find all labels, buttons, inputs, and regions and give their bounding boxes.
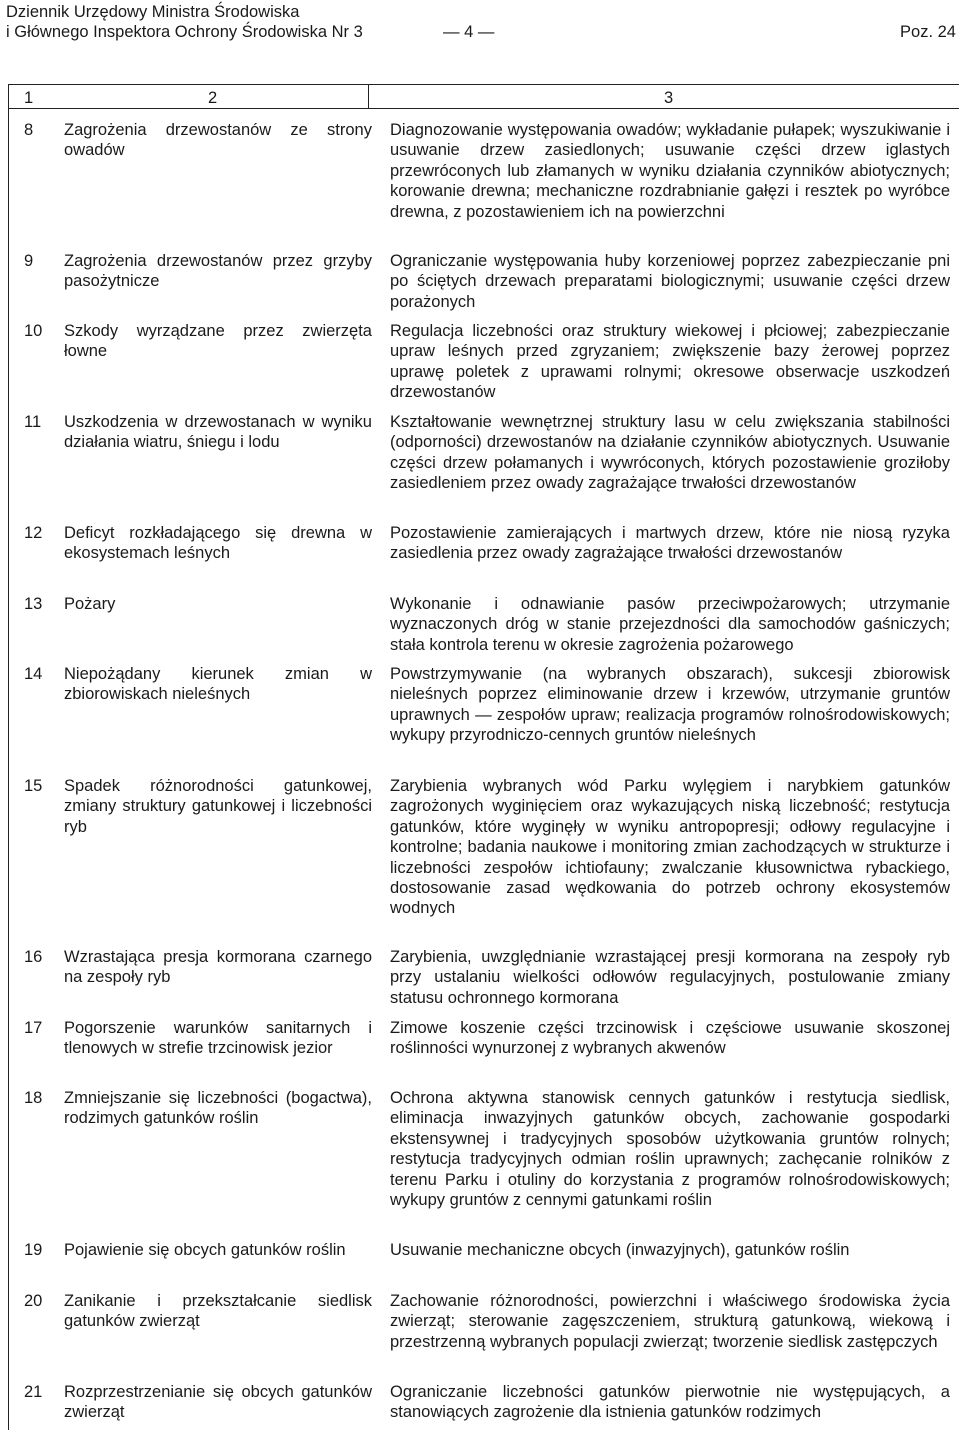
- header-rule: [8, 108, 959, 109]
- row-threat: Zagrożenia drzewostanów przez grzyby pasożytnicze: [64, 252, 372, 291]
- column-header-3: 3: [664, 89, 674, 107]
- row-measure: Diagnozowanie występowania owadów; wykładanie pułapek; wyszukiwanie i usuwanie drzew zasiedlonych; usuwanie części drzew iglastych przewróconych lub złamanych w wyniku działania czynników abiotycznych; korowanie drewna; mechaniczne rozdrabnianie gałęzi i resztek po wyróbce drewna, z pozostawieniem ich na powierzchni: [390, 121, 950, 221]
- row-number: 19: [24, 1241, 43, 1259]
- row-measure: Zarybienia, uwzględnianie wzrastającej presji kormorana na zespoły ryb przy ustalaniu wielkości odłowów regulacyjnych, postulowanie zmiany statusu ochronnego kormorana: [390, 948, 950, 1007]
- journal-title-line1: Dziennik Urzędowy Ministra Środowiska: [6, 3, 300, 21]
- column-header-2: 2: [208, 89, 218, 107]
- position-number: Poz. 24: [900, 23, 956, 41]
- row-number: 10: [24, 322, 43, 340]
- row-threat: Spadek różnorodności gatunkowej, zmiany struktury gatunkowej i liczebności ryb: [64, 777, 372, 836]
- row-measure: Wykonanie i odnawianie pasów przeciwpożarowych; utrzymanie wyznaczonych dróg w stanie przejezdności dla samochodów gaśniczych; stała kontrola terenu w okresie zagrożenia pożarowego: [390, 595, 950, 654]
- column-divider: [368, 84, 369, 108]
- row-number: 20: [24, 1292, 43, 1310]
- row-number: 17: [24, 1019, 43, 1037]
- row-measure: Ochrona aktywna stanowisk cennych gatunków i restytucja siedlisk, eliminacja inwazyjnych gatunków obcych, zachowanie gospodarki ekstensywnej i tradycyjnych sposobów użytkowania gruntów rolnych; restytucja tradycyjnych odmian roślin uprawnych; zachęcanie rolników z terenu Parku i otuliny do korzystania z programów rolnośrodowiskowych; wykupy gruntów z cennymi gatunkami roślin: [390, 1089, 950, 1210]
- row-measure: Powstrzymywanie (na wybranych obszarach), sukcesji zbiorowisk nieleśnych poprzez eliminowanie drzew i krzewów, utrzymanie gruntów uprawnych — zespołów upraw; realizacja programów rolnośrodowiskowych; wykupy przyrodniczo-cennych gruntów nieleśnych: [390, 665, 950, 745]
- row-measure: Ograniczanie występowania huby korzeniowej poprzez zabezpieczanie pni po ściętych drzewach preparatami biologicznymi; usuwanie części drzew porażonych: [390, 252, 950, 311]
- row-threat: Szkody wyrządzane przez zwierzęta łowne: [64, 322, 372, 361]
- row-number: 13: [24, 595, 43, 613]
- row-number: 16: [24, 948, 43, 966]
- row-threat: Deficyt rozkładającego się drewna w ekosystemach leśnych: [64, 524, 372, 563]
- row-threat: Uszkodzenia w drzewostanach w wyniku działania wiatru, śniegu i lodu: [64, 413, 372, 452]
- row-measure: Ograniczanie liczebności gatunków pierwotnie nie występujących, a stanowiących zagrożenie dla istnienia gatunków rodzimych: [390, 1383, 950, 1422]
- page-number: — 4 —: [443, 23, 495, 41]
- row-threat: Pogorszenie warunków sanitarnych i tlenowych w strefie trzcinowisk jezior: [64, 1019, 372, 1058]
- row-threat: Wzrastająca presja kormorana czarnego na zespoły ryb: [64, 948, 372, 987]
- row-measure: Zimowe koszenie części trzcinowisk i częściowe usuwanie skoszonej roślinności wynurzonej z wybranych akwenów: [390, 1019, 950, 1058]
- row-threat: Rozprzestrzenianie się obcych gatunków zwierząt: [64, 1383, 372, 1422]
- journal-title-line2: i Głównego Inspektora Ochrony Środowiska Nr 3: [6, 23, 363, 41]
- row-number: 11: [24, 413, 42, 431]
- row-threat: Pojawienie się obcych gatunków roślin: [64, 1241, 346, 1259]
- row-number: 15: [24, 777, 43, 795]
- row-number: 14: [24, 665, 43, 683]
- row-threat: Zanikanie i przekształcanie siedlisk gatunków zwierząt: [64, 1292, 372, 1331]
- row-number: 12: [24, 524, 43, 542]
- row-measure: Zarybienia wybranych wód Parku wylęgiem i narybkiem gatunków zagrożonych wyginięciem oraz wykazujących niską liczebność; restytucja gatunków, które wyginęły w wyniku antropopresji; odłowy regulacyjne i kontrolne; badania naukowe i monitoring zmian zachodzących w strukturze i liczebności zespołów ichtiofauny; zwalczanie kłusownictwa rybackiego, dostosowanie zasad wędkowania do potrzeb ochrony ekosystemów wodnych: [390, 777, 950, 918]
- row-measure: Regulacja liczebności oraz struktury wiekowej i płciowej; zabezpieczanie upraw leśnych przed zgryzaniem; zwiększenie bazy żerowej poprzez uprawę poletek z uprawami rolnymi; okresowe obserwacje uszkodzeń drzewostanów: [390, 322, 950, 402]
- row-number: 9: [24, 252, 34, 270]
- row-threat: Zagrożenia drzewostanów ze strony owadów: [64, 121, 372, 160]
- column-header-1: 1: [24, 89, 34, 107]
- row-number: 18: [24, 1089, 43, 1107]
- row-threat: Niepożądany kierunek zmian w zbiorowiskach nieleśnych: [64, 665, 372, 704]
- row-measure: Pozostawienie zamierających i martwych drzew, które nie niosą ryzyka zasiedlenia przez owady zagrażające trwałości drzewostanów: [390, 524, 950, 563]
- row-measure: Usuwanie mechaniczne obcych (inwazyjnych), gatunków roślin: [390, 1241, 850, 1259]
- row-measure: Kształtowanie wewnętrznej struktury lasu w celu zwiększania stabilności (odporności) drzewostanów na działanie czynników abiotycznych. Usuwanie części drzew połamanych i wywróconych, których pozostawienie groziłoby zasiedleniem przez owady zagrażające trwałości drzewostanów: [390, 413, 950, 493]
- row-threat: Zmniejszanie się liczebności (bogactwa), rodzimych gatunków roślin: [64, 1089, 372, 1128]
- row-number: 21: [24, 1383, 43, 1401]
- row-measure: Zachowanie różnorodności, powierzchni i właściwego środowiska życia zwierząt; sterowanie zagęszczeniem, strukturą gatunkową, wiekową i przestrzenną wybranych populacji zwierząt; tworzenie siedlisk zastępczych: [390, 1292, 950, 1351]
- page-header: [6, 2, 956, 42]
- row-threat: Pożary: [64, 595, 116, 613]
- row-number: 8: [24, 121, 34, 139]
